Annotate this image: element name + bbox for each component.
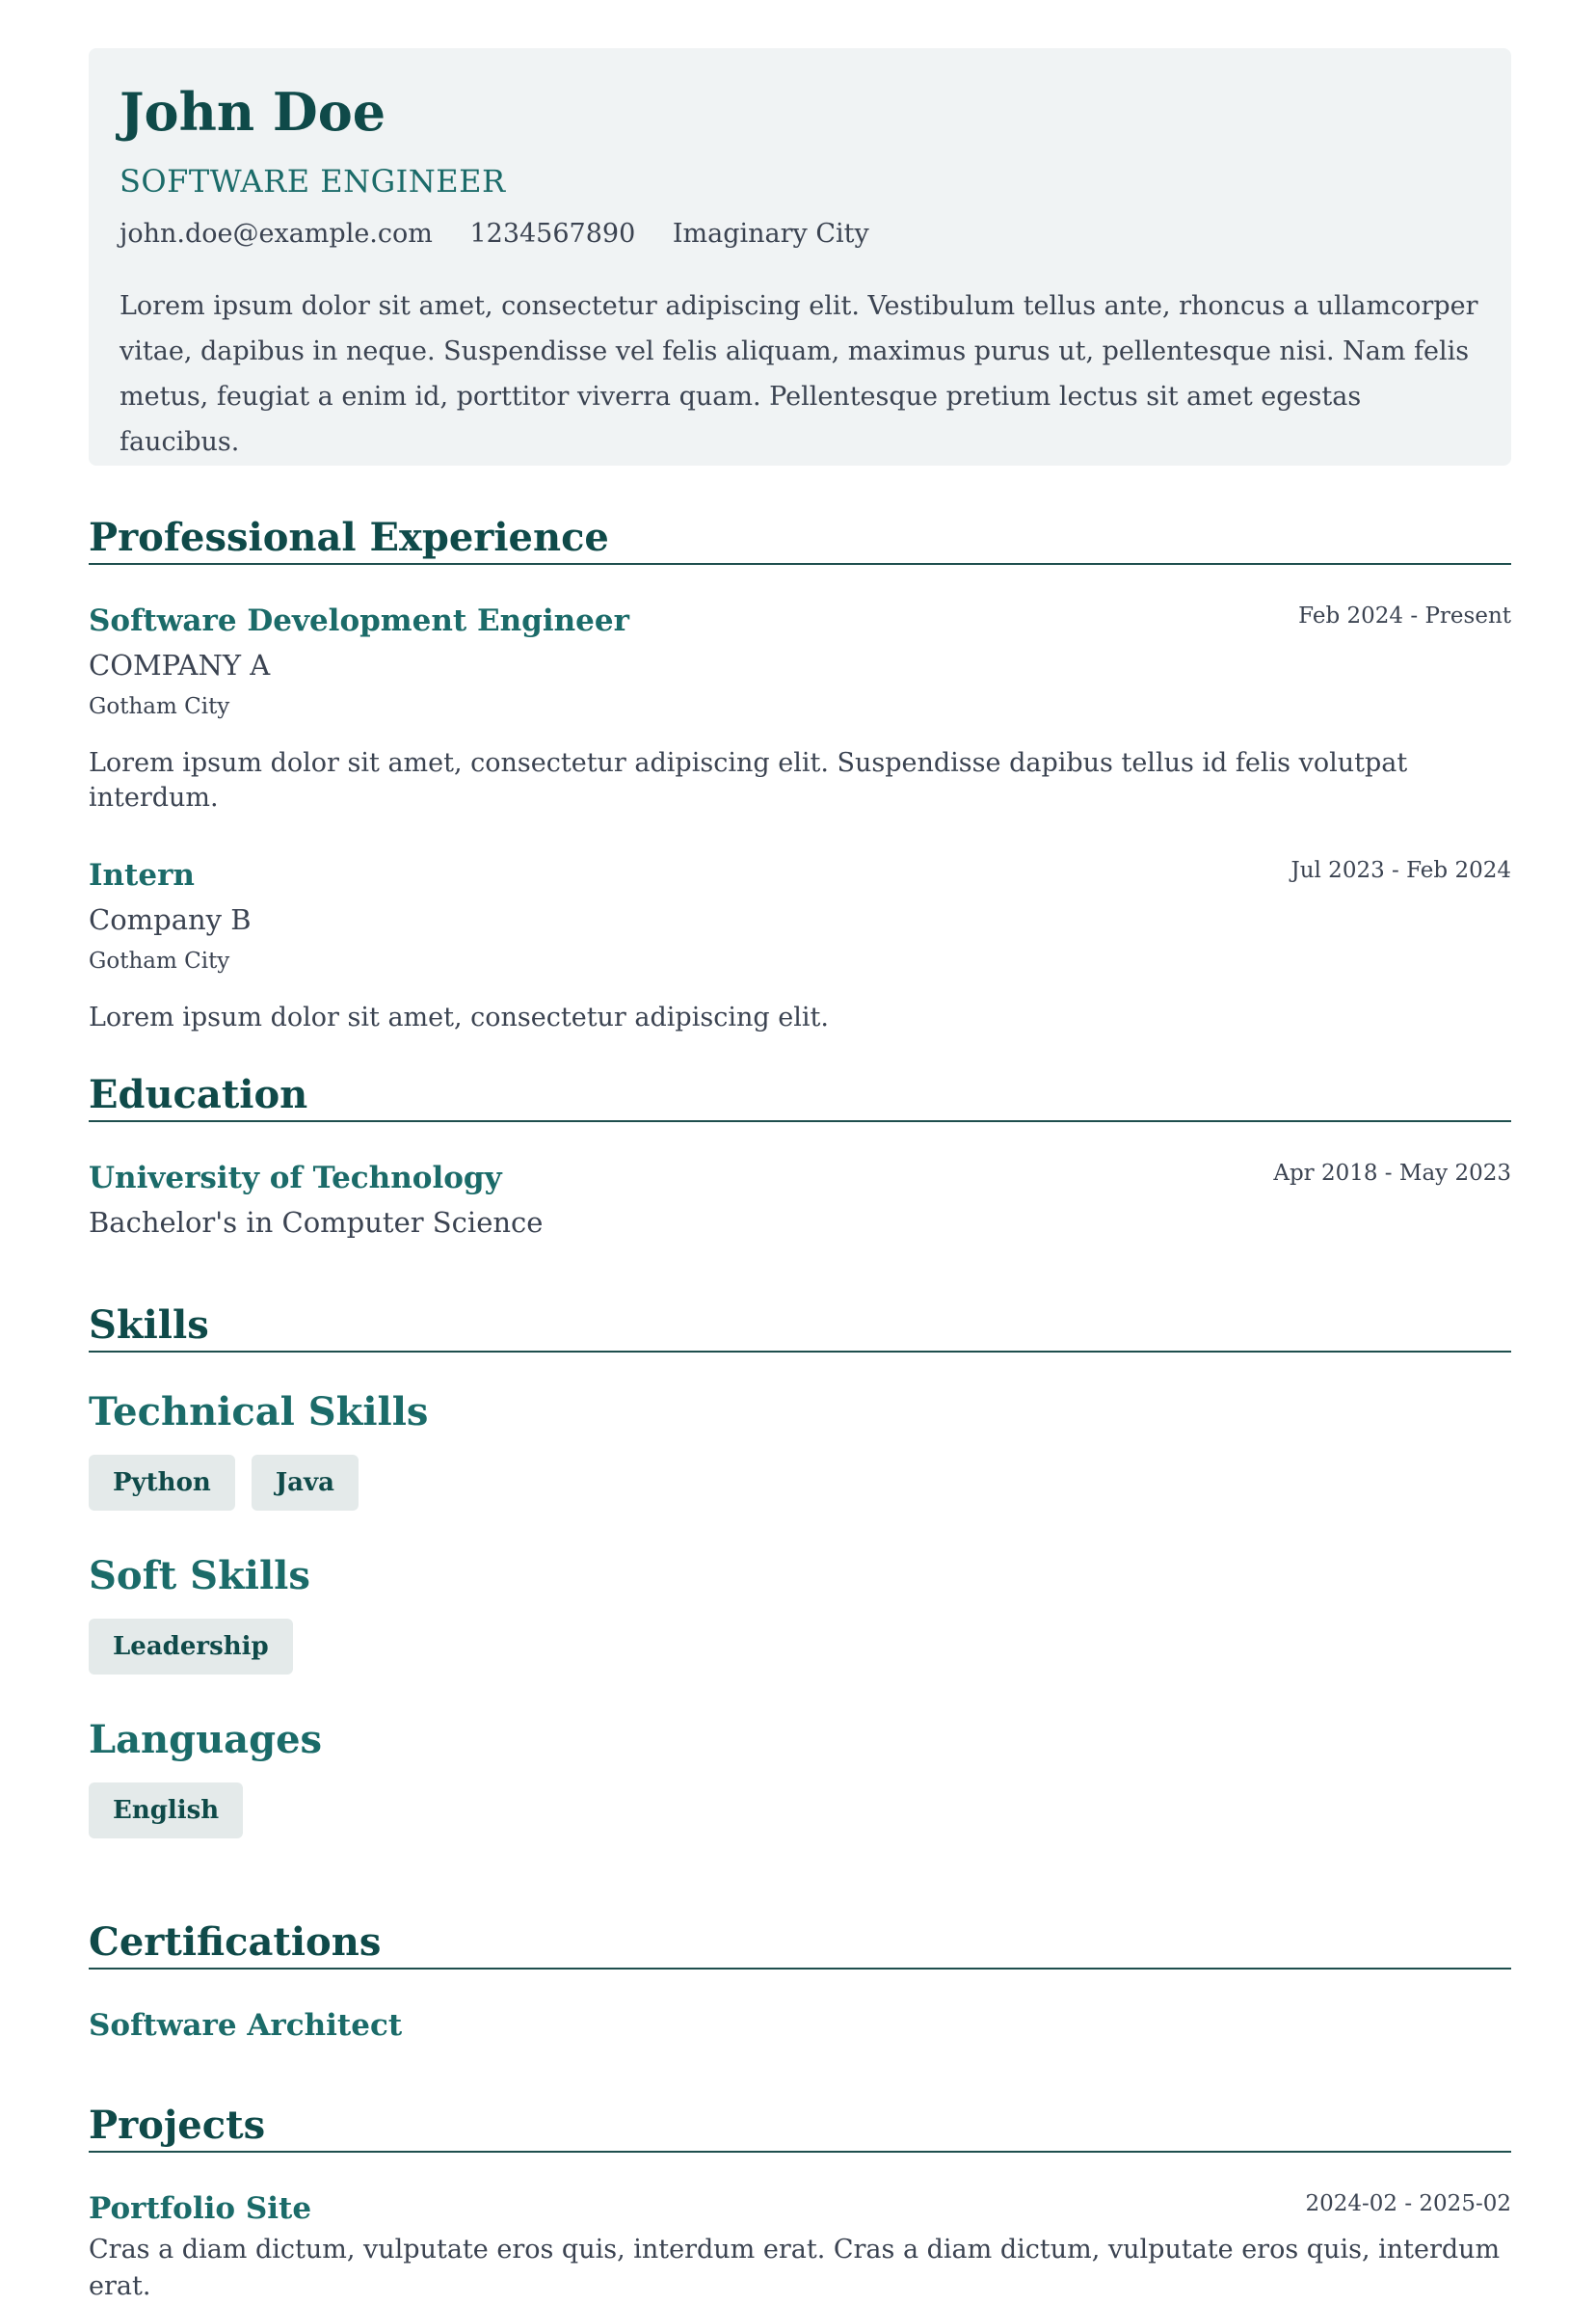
experience-company: Company B — [89, 903, 252, 936]
experience-location: Gotham City — [89, 949, 230, 974]
summary-text: Lorem ipsum dolor sit amet, consectetur adipiscing elit. Vestibulum tellus ante, rhoncus a ullamcorper vitae, dapibus in neque. Suspendisse vel felis aliquam, maximus purus ut, pellentesque nisi. Nam felis metus, feugiat a enim id, porttitor viverra quam. Pellentesque pretium lectus sit amet egestas faucibus. — [120, 291, 1478, 457]
certifications-section — [89, 1919, 1511, 2045]
certifications-heading: Certifications — [89, 1919, 1511, 1970]
skill-chip: English — [89, 1782, 243, 1838]
skill-group — [89, 1389, 1511, 1511]
education-dates: Apr 2018 - May 2023 — [1273, 1161, 1511, 1186]
experience-entry — [89, 602, 1511, 816]
skill-chips — [89, 1455, 1511, 1511]
skills-section — [89, 1302, 1511, 1838]
experience-entry — [89, 856, 1511, 1035]
resume-page — [89, 48, 1511, 2301]
skill-chips — [89, 1782, 1511, 1838]
projects-heading: Projects — [89, 2103, 1511, 2153]
experience-role: Intern — [89, 858, 195, 893]
experience-description: Lorem ipsum dolor sit amet, consectetur adipiscing elit. Suspendisse dapibus tellus id felis volutpat interdum. — [89, 748, 1408, 813]
email-text: john.doe@example.com — [120, 219, 433, 249]
project-dates: 2024-02 - 2025-02 — [1305, 2191, 1511, 2216]
experience-role: Software Development Engineer — [89, 603, 629, 638]
skill-group-title: Languages — [89, 1717, 323, 1762]
education-section — [89, 1072, 1511, 1241]
candidate-name: John Doe — [120, 81, 386, 143]
candidate-title: SOFTWARE ENGINEER — [120, 163, 506, 200]
project-entry — [89, 2189, 1511, 2305]
project-name: Portfolio Site — [89, 2191, 312, 2226]
skill-chips — [89, 1619, 1511, 1675]
education-entry — [89, 1159, 1511, 1241]
experience-description: Lorem ipsum dolor sit amet, consectetur adipiscing elit. — [89, 1003, 829, 1032]
certification-entry — [89, 2006, 1511, 2045]
skill-group — [89, 1553, 1511, 1675]
skill-chip: Leadership — [89, 1619, 293, 1675]
skill-chip: Python — [89, 1455, 235, 1511]
experience-heading: Professional Experience — [89, 515, 1511, 565]
location-text: Imaginary City — [672, 219, 869, 249]
experience-dates: Feb 2024 - Present — [1298, 603, 1511, 629]
skills-heading: Skills — [89, 1302, 1511, 1353]
experience-location: Gotham City — [89, 694, 230, 719]
experience-section — [89, 515, 1511, 1035]
experience-company: COMPANY A — [89, 649, 271, 682]
skill-group — [89, 1717, 1511, 1838]
certification-name: Software Architect — [89, 2008, 403, 2043]
phone-text: 1234567890 — [469, 219, 636, 249]
resume-header — [89, 48, 1511, 466]
project-description: Cras a diam dictum, vulputate eros quis, interdum erat. Cras a diam dictum, vulputate eros quis, interdum erat. — [89, 2235, 1501, 2301]
education-degree: Bachelor's in Computer Science — [89, 1206, 544, 1239]
experience-dates: Jul 2023 - Feb 2024 — [1290, 858, 1511, 883]
education-heading: Education — [89, 1072, 1511, 1122]
contact-info — [120, 218, 1480, 251]
skill-group-title: Soft Skills — [89, 1553, 310, 1598]
skill-group-title: Technical Skills — [89, 1389, 429, 1434]
projects-section — [89, 2103, 1511, 2305]
education-school: University of Technology — [89, 1161, 502, 1195]
skill-chip: Java — [252, 1455, 359, 1511]
